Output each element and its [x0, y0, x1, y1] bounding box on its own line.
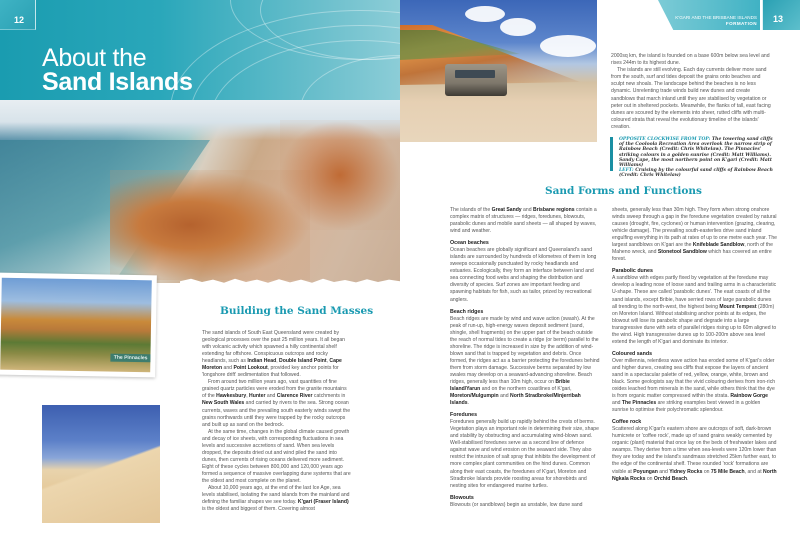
sand-dune-photo — [42, 405, 160, 523]
subheading-beach-ridges: Beach ridges — [450, 308, 484, 315]
header-band — [0, 0, 400, 100]
paragraph: Scattered along K'gari's eastern shore are outcrops of soft, dark-brown humicrete or 'coffee rock', made up of sand grains weakly cemented by organic (plant) material that once lay on the beds of freshwater lakes and swamps. They derive from a time when sea-levels were 120m lower than they are today and the island's sandmass stretched 25km further east, to the edge of the continental shelf. These rounded 'rock' formations are visible at Poyungan and Yidney Rocks on 75 Mile Beach, and at North Ngkala Rocks on Orchid Beach. — [612, 426, 777, 482]
paragraph: About 10,000 years ago, at the end of the last Ice Age, sea levels stabilised, isolating the sand islands from the mainland and defining the familiar shapes we see today. K'gari (Fraser Island) is the oldest and biggest of them. Covering almost — [202, 485, 350, 513]
page-title-line1: About the — [42, 44, 147, 72]
subheading-coloured-sands: Coloured sands — [612, 350, 653, 357]
subheading-parabolic-dunes: Parabolic dunes — [612, 268, 653, 275]
paragraph: A sandblow with edges partly fixed by vegetation at the foredune may develop a leading nose of loose sand and trailing arms in a characteristic U-shape. These are called 'parabolic dunes'. The east coasts of all the sand islands, except Bribie, have serried rows of large parabolic dunes all trending to the north-west, the highest being Mount Tempest (280m) on Moreton Island. Without stabilising anchor points at its edges, the blowout will lose its parabolic shape and degrade into a large transgressive dune with sets of parallel ridges rising up to 60m aligned to the wind. High transgressive dunes up to 100-200m above sea level extend the length of K'gari and dominate its interior. — [612, 275, 777, 345]
paragraph: Blowouts (or sandblows) begin as unstable, low dune sand — [450, 501, 583, 508]
subheading-blowouts: Blowouts — [450, 494, 474, 501]
paragraph: The sand islands of South East Queensland were created by geological processes over the past 25 million years. It all began with volcanic activity which spawned a hilly continental shelf extending far offshore. Conspicuous outcrops and rocky headlands, such as Indian Head, Double Island Point, Cape Moreton and Point Lookout, provided key anchor points for 'longshore drift' sedimentation that followed. — [202, 330, 345, 379]
paragraph: The islands of the Great Sandy and Brisbane regions contain a complex matrix of structures — ridges, foredunes, blowouts, parabolic dunes and mobile sand sheets — all shaped by waves, wind and weather. — [450, 207, 597, 235]
cloud — [500, 18, 536, 36]
paragraph: 2000sq km, the island is founded on a base 600m below sea level and rises 244m to its highest dune. — [611, 53, 770, 67]
page-title-line2: Sand Islands — [42, 68, 193, 96]
body-column-1 — [450, 207, 600, 509]
cloud — [465, 6, 505, 22]
running-head — [672, 15, 757, 26]
running-head-title: K'GARI AND THE BRISBANE ISLANDS — [675, 15, 757, 20]
pinnacles-image — [0, 278, 152, 373]
paragraph: Foredunes generally build up rapidly behind the crests of berms. Vegetation plays an important role in determining their size, shape and stability by obstructing and accumulating wind-blown sand. Well-stabilised foredunes serve as a second line of defence against wave and wind erosion on the seaward side. They also restrict the intrusion of salt spray that inhibits the development of more complex plant communities on the hind dunes. Common along their east coasts, the foredunes of K'gari, Moreton and Stradbroke Islands provide roosting areas for shorebirds and nesting sites for endangered marine turtles. — [450, 419, 599, 489]
cloud — [540, 35, 596, 57]
paragraph: Beach ridges are made by wind and wave action (swash). At the peak of run-up, high-energy waves deposit sediment (sand, shingle, shell fragments) on the upper part of the beach outside the reach of normal tides to create a ridge (or berm) parallel to the shoreline. The ridge is increased in size by the addition of wind-blown sand that is trapped by vegetation and debris. Once formed, the ridges act as a barrier protecting the foredunes behind them from storm damage. Successive berms separated by low swales may develop on a seaward-advancing shoreline. Beach ridges, generally less than 10m high, occur on Bribie Island/Yarun and on the northern coastlines of K'gari, Moreton/Mulgumpin and North Stradbroke/Minjerribah Islands. — [450, 315, 600, 407]
photo-caption: OPPOSITE CLOCKWISE FROM TOP: The towering sand cliffs of the Cooloola Recreation Area overlook the narrow strip of Rainbow Beach (Credit: Chris Whitelaw). The Pinnacles' striking colours in a golden sunrise (Credit: Matt Williams). Sandy Cape, the most northern point on K'gari (Credit: Matt Williams) LEFT: Cruising by the colourful sand cliffs of Rainbow Beach (Credit: Chris Whitelaw) — [610, 137, 775, 171]
paragraph: At the same time, changes in the global climate caused growth and decay of ice sheets, with corresponding fluctuations in sea levels and successive accretions of sand. When sea levels dropped, the deposits dried out and wind piled the sand into dunes, then currents of rising oceans delivered more sediment. Eight of these cycles between 800,000 and 120,000 years ago formed a sequence of massive overlapping dune systems that are the oldest and most complete on the planet. — [202, 428, 351, 484]
paragraph: Ocean beaches are globally significant and Queensland's sand islands are surrounded by hundreds of kilometres of them in long sweeps occasionally punctuated by rocky headlands and estuaries. Ecologically, they form an interface between land and sea connecting food webs and shaping the distribution and diversity of species. Surf zones are important feeding and spawning habitats for fish, such as tailor, prized by recreational anglers. — [450, 247, 597, 303]
coast-cliffs-photo — [0, 100, 400, 283]
subheading-ocean-beaches: Ocean beaches — [450, 240, 489, 247]
pinnacles-sign: The Pinnacles — [111, 354, 151, 363]
body-column-2 — [612, 207, 777, 483]
subheading-coffee-rock: Coffee rock — [612, 419, 642, 426]
section-heading: Sand Forms and Functions — [545, 185, 702, 197]
paragraph: Over millennia, relentless wave action has eroded some of K'gari's older and higher dunes, creating sea cliffs that expose the layers of ancient sand in a spectacular palette of red, yellow, orange, white, brown and black. Some geologists say that the vivid colouring derives from iron-rich oxides leached from minerals in the sand, while others think that the dye is from organic matter compressed within the strata. Rainbow Gorge and The Pinnacles are striking examples best viewed in a golden sunrise to optimise their polychromatic splendour. — [612, 357, 776, 414]
subheading-foredunes: Foredunes — [450, 412, 478, 419]
four-wheel-drive — [445, 64, 507, 96]
paragraph: sheets, generally less than 30m high. They form when strong onshore winds sweep through a gap in the foredune vegetation created by natural causes (drought, fire, cyclones) or human intervention (grazing, clearing, vehicle damage). The prevailing south-easterlies drive sand inland engulfing everything in its path at rates of up to one metre each year. The largest sandblows on K'gari are the Knifeblade Sandblow, north of the Maheno wreck, and Stonetool Sandblow which has covered an entire forest. — [612, 207, 777, 263]
dune-slope — [42, 440, 160, 523]
section-heading: Building the Sand Masses — [220, 305, 374, 317]
page-number: 13 — [773, 14, 784, 24]
running-head-section: FORMATION — [725, 20, 757, 26]
intro-column — [611, 53, 773, 131]
paragraph: The islands are still evolving. Each day currents deliver more sand from the south, surf and tides deposit the grains onto beaches and sculpt new shoals. The landscape behind the beaches is no less dynamic. Unrelenting trade winds build new dunes and create sandblows that march inland until they are stabilised by vegetation or peter out in sheltered pockets. Meanwhile, the flanks of tall, east facing dunes are scoured by the elements into sheer, rutted cliffs with multi-coloured strata that reveal the evolutionary timeline of the islands' creation. — [611, 67, 771, 130]
body-column — [202, 330, 352, 513]
pinnacles-photo — [0, 273, 157, 378]
right-page — [400, 0, 800, 558]
beach-4wd-photo — [400, 0, 597, 142]
page-number: 12 — [14, 15, 25, 25]
coloured-cliff — [280, 120, 400, 230]
paragraph: From around two million years ago, vast quantities of fine grained quartz particles were eroded from the granite mountains of the Hawkesbury, Hunter and Clarence River catchments in New South Wales and carried by rivers to the sea. Strong ocean currents, waves and the prevailing south easterly winds swept the grains northwards until they were trapped by the rocky outcrops and built up as sand on the bedrock. — [202, 379, 351, 428]
